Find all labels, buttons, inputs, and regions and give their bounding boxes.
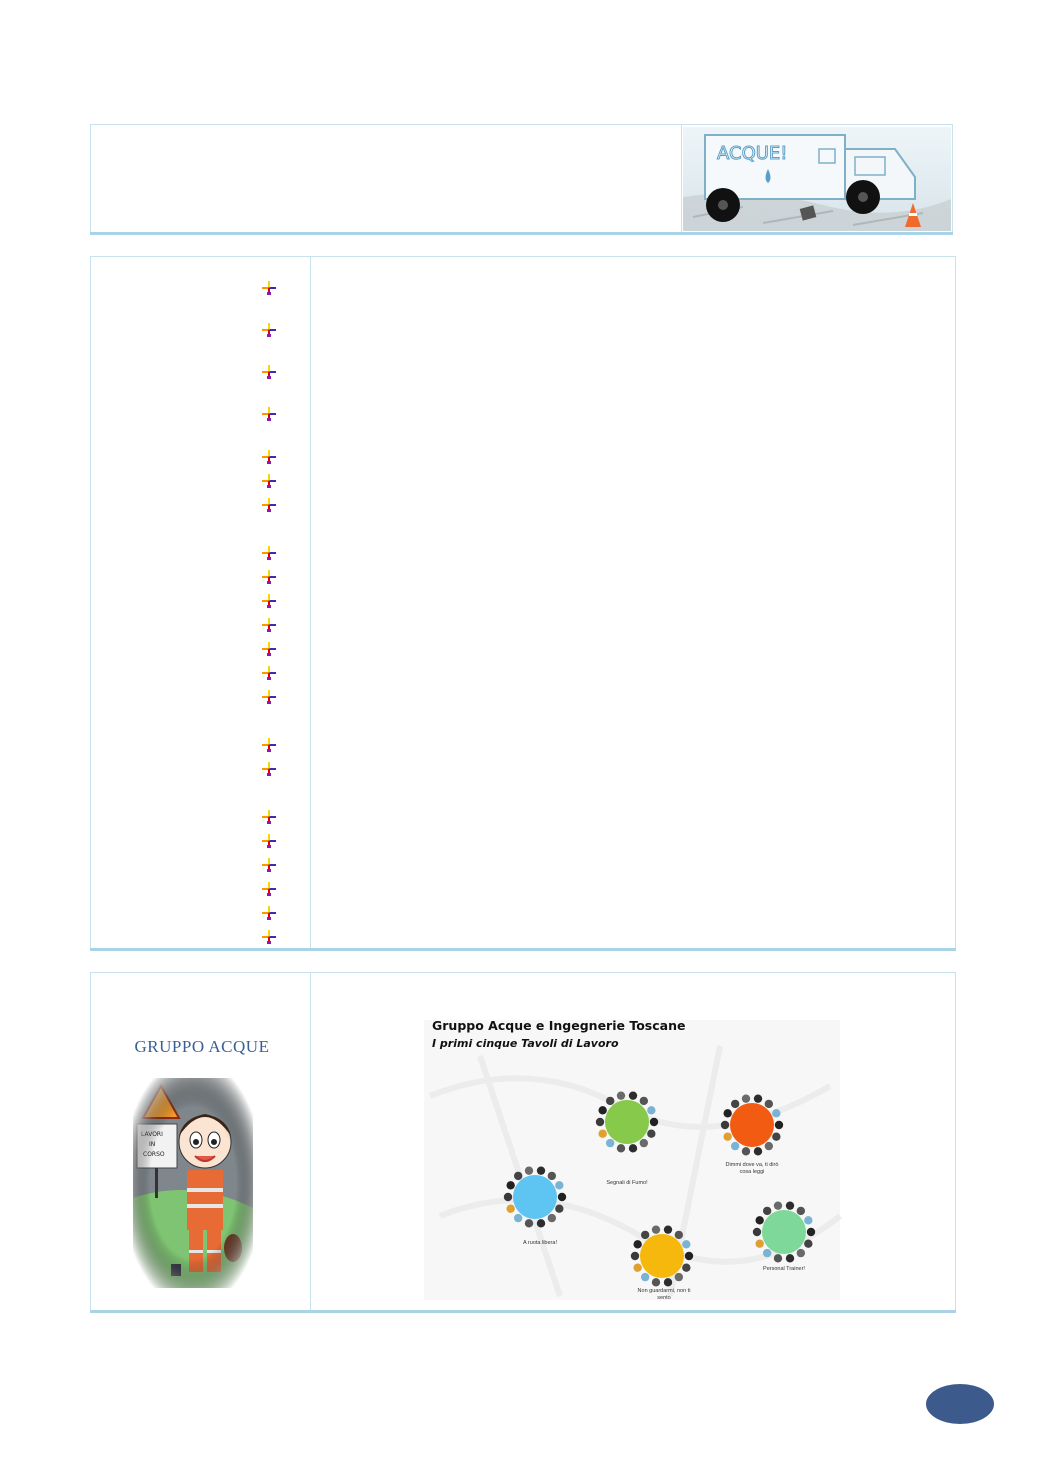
four-color-cross-bullet-icon bbox=[262, 474, 276, 488]
four-color-cross-bullet-icon bbox=[262, 762, 276, 776]
water-truck-illustration bbox=[683, 127, 951, 231]
four-color-cross-bullet-icon bbox=[262, 690, 276, 704]
four-color-cross-bullet-icon bbox=[262, 281, 276, 295]
four-color-cross-bullet-icon bbox=[262, 618, 276, 632]
round-table-icon bbox=[503, 1165, 567, 1229]
working-tables-diagram bbox=[420, 1016, 844, 1306]
road-worker-illustration bbox=[133, 1078, 253, 1288]
four-color-cross-bullet-icon bbox=[262, 546, 276, 560]
table-label: Dimmi dove va, ti dirò cosa leggi bbox=[725, 1162, 779, 1175]
gruppo-column-divider bbox=[310, 973, 311, 1311]
truck-lettering: ACQUE! bbox=[717, 143, 788, 164]
four-color-cross-bullet-icon bbox=[262, 834, 276, 848]
bullet-list-box bbox=[90, 256, 956, 950]
four-color-cross-bullet-icon bbox=[262, 498, 276, 512]
four-color-cross-bullet-icon bbox=[262, 666, 276, 680]
four-color-cross-bullet-icon bbox=[262, 810, 276, 824]
four-color-cross-bullet-icon bbox=[262, 450, 276, 464]
header-underline bbox=[90, 232, 953, 235]
diagram-title: Gruppo Acque e Ingegnerie Toscane bbox=[432, 1018, 686, 1033]
table-label: Non guardarmi, non ti sento bbox=[637, 1288, 691, 1301]
diagram-subtitle: I primi cinque Tavoli di Lavoro bbox=[432, 1037, 619, 1050]
four-color-cross-bullet-icon bbox=[262, 882, 276, 896]
table-label: A ruota libera! bbox=[523, 1240, 557, 1246]
table-label: Personal Trainer! bbox=[763, 1266, 805, 1272]
gruppo-underline bbox=[90, 1310, 956, 1313]
round-table-icon bbox=[595, 1090, 659, 1154]
header-box bbox=[90, 124, 953, 234]
four-color-cross-bullet-icon bbox=[262, 570, 276, 584]
list-underline bbox=[90, 948, 956, 951]
section-label: GRUPPO ACQUE bbox=[134, 1037, 270, 1056]
header-divider bbox=[681, 125, 682, 233]
four-color-cross-bullet-icon bbox=[262, 407, 276, 421]
round-table-icon bbox=[630, 1224, 694, 1288]
four-color-cross-bullet-icon bbox=[262, 642, 276, 656]
round-table-icon bbox=[752, 1200, 816, 1264]
four-color-cross-bullet-icon bbox=[262, 323, 276, 337]
round-table-icon bbox=[720, 1093, 784, 1157]
four-color-cross-bullet-icon bbox=[262, 906, 276, 920]
page-number-badge bbox=[926, 1384, 994, 1424]
four-color-cross-bullet-icon bbox=[262, 738, 276, 752]
four-color-cross-bullet-icon bbox=[262, 594, 276, 608]
list-column-divider bbox=[310, 257, 311, 949]
four-color-cross-bullet-icon bbox=[262, 930, 276, 944]
four-color-cross-bullet-icon bbox=[262, 365, 276, 379]
table-label: Segnali di Fumo! bbox=[606, 1180, 648, 1186]
four-color-cross-bullet-icon bbox=[262, 858, 276, 872]
